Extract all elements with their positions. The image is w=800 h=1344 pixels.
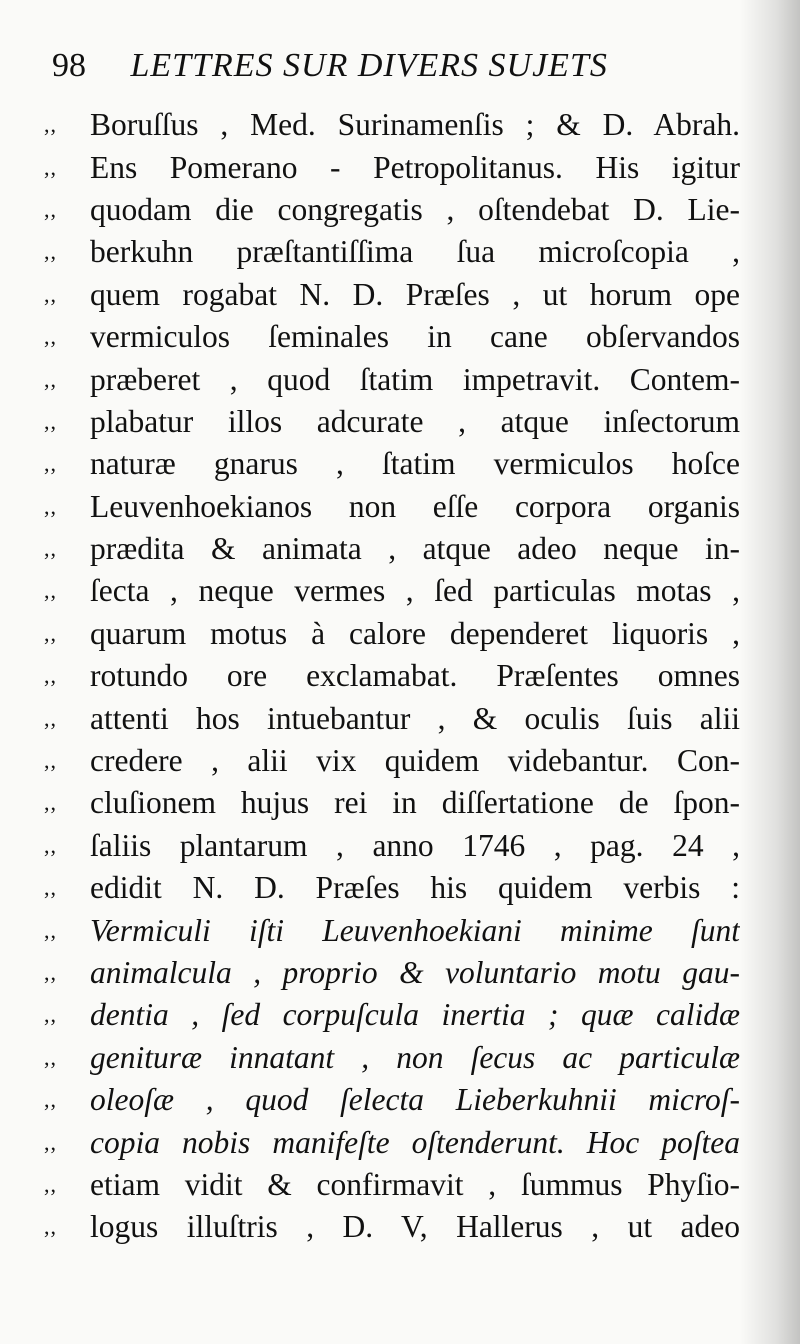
line-text: berkuhn præſtantiſſima ſua microſcopia , [90, 234, 740, 270]
quote-mark: ,, [44, 366, 57, 392]
quote-mark: ,, [44, 154, 57, 180]
text-line [40, 443, 740, 485]
text-line-italic [40, 994, 740, 1036]
quote-mark: ,, [44, 620, 57, 646]
line-text: animalcula , proprio & voluntario motu gau- [90, 955, 740, 990]
quote-mark: ,, [44, 112, 57, 138]
quote-mark: ,, [44, 705, 57, 731]
line-text: quem rogabat N. D. Præſes , ut horum ope [90, 276, 740, 312]
line-text: Boruſſus , Med. Surinamenſis ; & D. Abrah. [90, 107, 740, 143]
quote-mark: ,, [44, 324, 57, 350]
quote-mark: ,, [44, 875, 57, 901]
quote-mark: ,, [44, 748, 57, 774]
text-line [40, 655, 740, 697]
quote-mark: ,, [44, 1129, 57, 1155]
quote-mark: ,, [44, 536, 57, 562]
quote-mark: ,, [44, 663, 57, 689]
text-line [40, 401, 740, 443]
text-line-italic [40, 909, 740, 951]
running-head [52, 40, 712, 92]
text-line [40, 782, 740, 824]
line-text: Vermiculi iſti Leuvenhoekiani minime ſunt [90, 912, 740, 948]
text-line-italic [40, 952, 740, 994]
line-text: quarum motus à calore dependeret liquoris , [90, 615, 740, 651]
text-line [40, 231, 740, 273]
quote-mark: ,, [44, 239, 57, 265]
line-text: quodam die congregatis , oſtendebat D. Lie- [90, 191, 740, 227]
text-line-italic [40, 1037, 740, 1079]
line-text: ſaliis plantarum , anno 1746 , pag. 24 , [90, 827, 740, 863]
text-line [40, 613, 740, 655]
page-number: 98 [52, 47, 86, 84]
text-line [40, 104, 740, 146]
quote-mark: ,, [44, 578, 57, 604]
text-block [40, 104, 740, 1249]
line-text: prædita & animata , atque adeo neque in- [90, 531, 740, 567]
line-text: ſecta , neque vermes , ſed particulas motas , [90, 573, 740, 609]
quote-mark: ,, [44, 1171, 57, 1197]
quote-mark: ,, [44, 1002, 57, 1028]
line-text: logus illuſtris , D. V, Hallerus , ut adeo [90, 1209, 740, 1245]
quote-mark: ,, [44, 790, 57, 816]
line-text: plabatur illos adcurate , atque inſectorum [90, 403, 740, 439]
quote-mark: ,, [44, 1044, 57, 1070]
running-title: LETTRES SUR DIVERS SUJETS [130, 47, 608, 84]
text-line [40, 358, 740, 400]
text-line [40, 528, 740, 570]
text-line [40, 274, 740, 316]
line-text: copia nobis manifeſte oſtenderunt. Hoc poſtea [90, 1124, 740, 1160]
quote-mark: ,, [44, 281, 57, 307]
line-text: genituræ innatant , non ſecus ac particulæ [90, 1039, 740, 1075]
line-text: credere , alii vix quidem videbantur. Con- [90, 743, 740, 779]
line-text: rotundo ore exclamabat. Præſentes omnes [90, 658, 740, 694]
text-line [40, 867, 740, 909]
text-line [40, 697, 740, 739]
line-text: edidit N. D. Præſes his quidem verbis : [90, 870, 740, 906]
line-text: oleoſæ , quod ſelecta Lieberkuhnii microſ- [90, 1082, 740, 1118]
line-text: attenti hos intuebantur , & oculis ſuis alii [90, 700, 740, 736]
text-line [40, 570, 740, 612]
text-line [40, 740, 740, 782]
text-line [40, 1206, 740, 1248]
line-text: etiam vidit & confirmavit , ſummus Phyſio- [90, 1166, 740, 1202]
quote-mark: ,, [44, 917, 57, 943]
quote-mark: ,, [44, 493, 57, 519]
quote-mark: ,, [44, 832, 57, 858]
text-line [40, 1164, 740, 1206]
quote-mark: ,, [44, 1087, 57, 1113]
quote-mark: ,, [44, 1214, 57, 1240]
quote-mark: ,, [44, 960, 57, 985]
text-line-italic [40, 1079, 740, 1121]
line-text: dentia , ſed corpuſcula inertia ; quæ calidæ [90, 997, 740, 1033]
quote-mark: ,, [44, 408, 57, 434]
text-line [40, 316, 740, 358]
text-line-italic [40, 1121, 740, 1163]
text-line [40, 146, 740, 188]
text-line [40, 189, 740, 231]
line-text: naturæ gnarus , ſtatim vermiculos hoſce [90, 446, 740, 482]
quote-mark: ,, [44, 451, 57, 477]
text-line [40, 825, 740, 867]
line-text: Ens Pomerano - Petropolitanus. His igitur [90, 149, 740, 185]
quote-mark: ,, [44, 196, 57, 222]
line-text: Leuvenhoekianos non eſſe corpora organis [90, 488, 740, 524]
line-text: cluſionem hujus rei in diſſertatione de ſpon- [90, 785, 740, 821]
line-text: vermiculos ſeminales in cane obſervandos [90, 319, 740, 355]
line-text: præberet , quod ſtatim impetravit. Contem- [90, 361, 740, 397]
text-line [40, 486, 740, 528]
